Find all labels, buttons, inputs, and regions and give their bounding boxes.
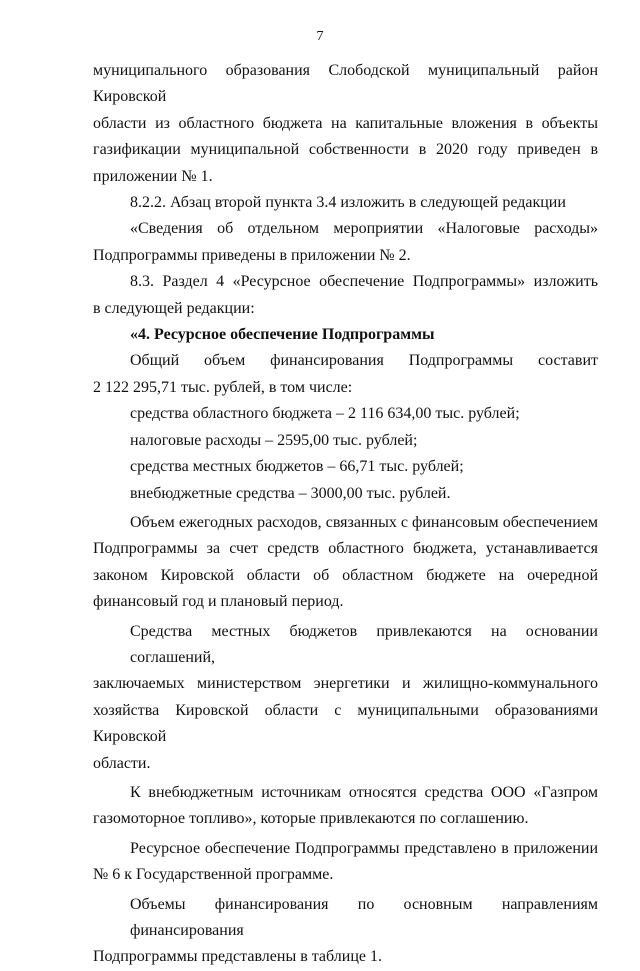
paragraph-8-2-2: 8.2.2. Абзац второй пункта 3.4 изложить в следующей редакции — [130, 194, 566, 212]
text-line: газификации муниципальной собственности в 2020 году приведен в — [93, 141, 598, 159]
text-line: Средства местных бюджетов привлекаются на основании соглашений, — [130, 622, 598, 666]
paragraph-extrabudgetary-sources — [93, 780, 598, 833]
text-line: Объемы финансирования по основным направлениям финансирования — [130, 895, 598, 939]
text-line: Объем ежегодных расходов, связанных с финансовым обеспечением — [130, 513, 598, 531]
text-line: Ресурсное обеспечение Подпрограммы представлено в приложении — [130, 839, 598, 857]
text-line: хозяйства Кировской области с муниципальными образованиями Кировской — [93, 701, 598, 746]
page-number: 7 — [316, 29, 324, 44]
funding-item-tax: налоговые расходы – 2595,00 тыс. рублей; — [130, 431, 418, 449]
text-line: заключаемых министерством энергетики и жилищно-коммунального — [93, 675, 598, 693]
text-line: области из областного бюджета на капитальные вложения в объекты — [93, 114, 598, 132]
paragraph-funding-volumes — [93, 892, 598, 971]
funding-item-extrabudgetary: внебюджетные средства – 3000,00 тыс. рублей. — [130, 484, 451, 502]
funding-item-local: средства местных бюджетов – 66,71 тыс. рублей; — [130, 458, 464, 476]
paragraph-annual-expenses — [93, 510, 598, 616]
text-line: финансовый год и плановый период. — [93, 593, 344, 611]
text-line: Общий объем финансирования Подпрограммы составит — [130, 352, 598, 370]
section-heading: «4. Ресурсное обеспечение Подпрограммы — [130, 326, 435, 344]
text-line: Подпрограммы за счет средств областного бюджета, устанавливается — [93, 540, 598, 558]
text-line: Подпрограммы приведены в приложении № 2. — [93, 246, 411, 264]
paragraph-gasification — [93, 58, 598, 190]
text-line: 8.3. Раздел 4 «Ресурсное обеспечение Подпрограммы» изложить — [130, 273, 598, 291]
text-line: «Сведения об отдельном мероприятии «Налоговые расходы» — [130, 220, 598, 238]
text-line: муниципального образования Слободской муниципальный район Кировской — [93, 62, 598, 106]
text-line: приложении № 1. — [93, 167, 213, 185]
text-line: газомоторное топливо», которые привлекаются по соглашению. — [93, 810, 529, 828]
text-line: № 6 к Государственной программе. — [93, 866, 334, 884]
paragraph-8-3 — [93, 269, 598, 322]
paragraph-tax-expenses — [93, 216, 598, 269]
text-line: в следующей редакции: — [93, 299, 255, 317]
text-line: К внебюджетным источникам относятся средства ООО «Газпром — [130, 783, 598, 801]
funding-item-regional: средства областного бюджета – 2 116 634,00 тыс. рублей; — [130, 405, 520, 423]
document-body — [93, 58, 598, 971]
paragraph-resource-support — [93, 836, 598, 889]
text-line: законом Кировской области об областном бюджете на очередной — [93, 566, 598, 584]
paragraph-total-funding — [93, 348, 598, 401]
paragraph-local-budgets — [93, 619, 598, 777]
text-line: 2 122 295,71 тыс. рублей, в том числе: — [93, 378, 353, 396]
text-line: Подпрограммы представлены в таблице 1. — [93, 948, 382, 966]
text-line: области. — [93, 754, 151, 772]
